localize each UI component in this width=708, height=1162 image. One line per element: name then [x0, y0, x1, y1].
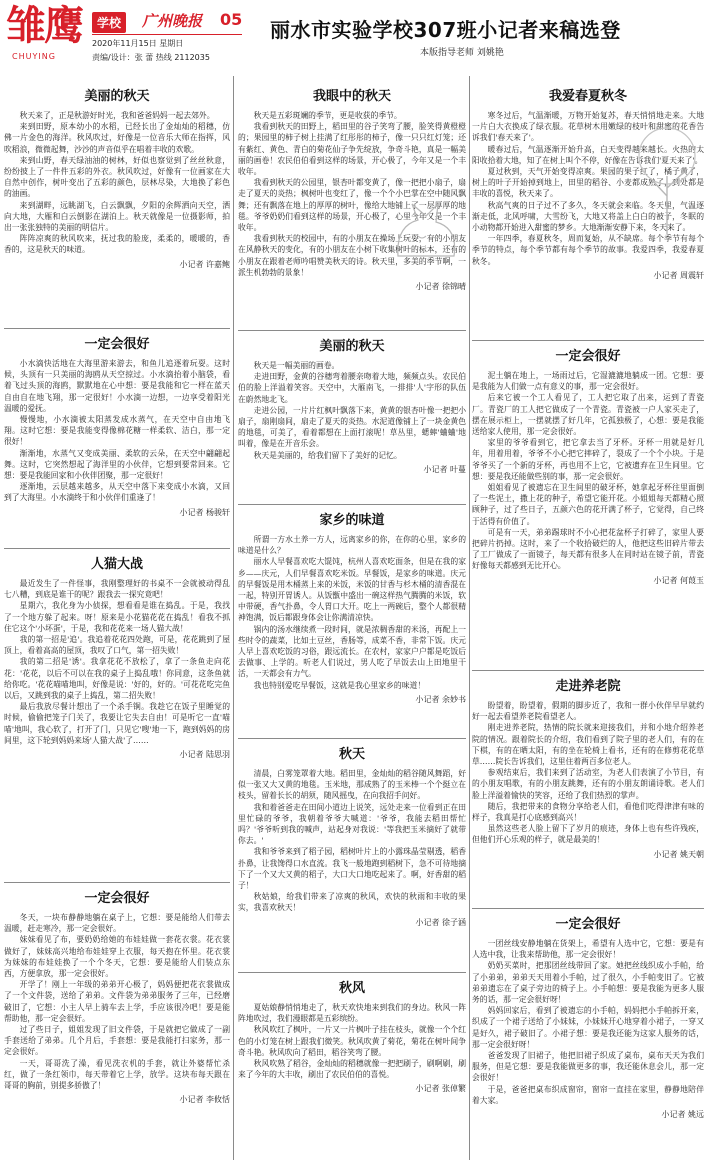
- article: [238, 742, 466, 929]
- article-paragraph: 一年四季，春夏秋冬，周而复始，从不缺席。每个季节有每个季节的特点，每个季节都有每个季节的故事。我爱四季，我爱春夏秋冬。: [472, 234, 704, 266]
- article-paragraph: 所谓一方水土养一方人，远离家乡的你，在你的心里，家乡的味道是什么？: [238, 535, 466, 556]
- article-paragraph: 开学了！刚上一年级的弟弟开心极了，妈妈便把花衣裳做成了一个文件袋，送给了弟弟。文件袋为弟弟服务了三年，已经磨破旧了，它想：小主人早上骑车去上学，手应该很冷吧！要是能帮助他，那一定会很好。: [4, 980, 230, 1023]
- article-divider: [238, 738, 466, 739]
- article-paragraph: 来到田野，原本幼小的水稻，已经长出了金灿灿的稻穗，仿佛一片金色的海洋。秋风吹过，好像是一位音乐大师在指挥，风吹稻浪，微微起舞，沙沙的声音似乎在唱着丰收的欢歌。: [4, 122, 230, 154]
- article-paragraph: 秋天是一幅美丽的画卷。: [253, 361, 340, 370]
- article-paragraph: 我看到秋天的田野上，稻田里的谷子笑弯了腰，脸笑得黄橙橙的；果园里的柿子树上挂满了红彤彤的柿子，像一只只红灯笼；还有紫红、黄色、青白的菊花仙子争先绽放，争奇斗艳，真是一幅美丽的画卷！农民伯伯看到这样的场景，开心极了，今年又是一个丰收年。: [238, 122, 466, 177]
- article-title: 秋风: [338, 981, 365, 996]
- article-paragraph: 可是有一天，弟弟踢球时不小心把花盆杯子打碎了，家里人要把碎片扔掉。这时，来了一个收拾破烂的人，他把这些旧碎片带去了工厂做成了一面镜子，每天都有很多人在同时站在镜子前，青瓷好像每天都感到无比开心。: [472, 527, 704, 571]
- column-right: [472, 76, 704, 1160]
- article-body: [238, 360, 466, 461]
- article-paragraph: 冬天，一块布静静地躺在桌子上，它想：要是能给人们带去温暖，赶走寒冷，那一定会很好。: [4, 913, 230, 934]
- article-paragraph: 慢慢地，小水滴被太阳蒸发成水蒸气，在天空中自由地飞翔。这时它想：要是我能变得像棉花糖一样柔软、洁白，那一定很好！: [4, 415, 230, 447]
- article-paragraph: 刚走进养老院，热情的院长就来迎接我们，并和小地介绍养老院的情况。跟着院长的介绍，我们看到了院子里的老人们，有的在下棋，有的在晒太阳，有的坐在轮椅上看书，还有的在修剪花花草草……院长告诉我们，这里住着两百多位老人。: [472, 723, 704, 767]
- article-paragraph: 奶奶买菜时，把那团丝线带回了家。她把丝线织成小手帕，给了小弟弟，弟弟天天用着小手帕，过了很久，小手帕变旧了。它被弟弟遗忘在了桌子旁边的椅子上。小手帕想：要是我能为更多人服务的话，那一定会很好呀！: [472, 961, 704, 1005]
- tree-sketch: [632, 116, 702, 236]
- article-title: 家乡的味道: [319, 513, 385, 528]
- article-title: 一定会很好: [84, 337, 150, 352]
- article-paragraph: 过了些日子，姐姐发现了旧文件袋，于是就把它做成了一副手套送给了弟弟。几个月后，手套想：要是我能打扫家务，那一定会很好。: [4, 1025, 230, 1057]
- article-paragraph: 我的第一招是'追'。我追着花花四处跑，可是，花花跳到了屋顶上，看着高高的屋顶，我叹了口气，第一招失败！: [4, 635, 230, 656]
- article-byline: 小记者 李攸恬: [179, 1095, 230, 1105]
- article-paragraph: 盼望着，盼望着，假期的脚步近了，我和一群小伙伴早早就约好一起去看望养老院看望老人。: [472, 701, 704, 722]
- article-byline: 小记者 余妙书: [415, 694, 466, 704]
- article-divider: [238, 330, 466, 331]
- article-paragraph: 来到湖畔，远眺湖飞，白云飘飘，夕阳的余辉洒向天空，洒向大地，大雁和白云倒影在湖泊上。秋天就像是一位摄影师，拍出一张张独特的美丽的明信片。: [4, 200, 230, 233]
- article-byline: 小记者 徐子涵: [415, 917, 466, 927]
- column-middle: [238, 76, 466, 1160]
- article-paragraph: 星期六，我化身为小侦探，想看看是谁在捣乱。于是，我找了一个地方躲了起来。呀！原来是小花猫花花在捣乱！看我不抓住它这个'小坏蛋'，于是，我和花花来一场人猫大战！: [4, 601, 230, 633]
- article-paragraph: 妹妹看见了布，要奶奶给她的布娃娃做一套花衣裳。花衣裳做好了，妹妹高兴地给布娃娃穿上衣服，每天抱在怀里。花衣裳为妹妹的布娃娃换了一个个冬天，它想：要是能给人们装点东西，方便拿放，那一定会很好。: [4, 935, 230, 979]
- article-paragraph: 秋风吹熟了稻谷，金灿灿的稻穗就像一把把刷子，刷啊刷，刷来了今年的大丰收，刷出了农民伯伯的喜悦。: [238, 1059, 466, 1080]
- article-body: [472, 938, 704, 1106]
- column-divider: [469, 76, 470, 1160]
- article-title: 美丽的秋天: [319, 339, 385, 354]
- article-paragraph: 我的第二招是'诱'。我拿花花不放松了，拿了一条鱼走向花花：'花花，以后不可以在我的桌子上捣乱哦！你同意，这条鱼就给你吃。'花花喵喵地叫，好像是说：'好的，好的。'可花花吃完鱼以后，又跳到我的桌子上捣乱，第二招失败！: [4, 657, 230, 701]
- article-paragraph: 姐姐看见了被遗忘在卫生间里的破牙杯，她拿起牙杯往里面倒了一些泥土，撒上花的种子，希望它能开花。小姐姐每天都精心照顾种子，过了些日子，五颜六色的花开满了杯子，它觉得，自己终于活得有价值了。: [472, 483, 704, 526]
- article-paragraph: 我和爷爷来到了稻子园，稻树叶片上的小露珠晶莹剔透，稻香扑鼻，让我馋得口水直流。我飞一般地跑到稻树下，急不可待地摘下了一个又大又黄的稻子，大口大口地吃起来了。啊，好香甜的稻子！: [238, 847, 466, 891]
- article-divider: [4, 328, 230, 329]
- article-paragraph: 家里的爷爷看到它，把它拿去当了牙杯。牙杯一用就是好几年，用着用着，爷爷不小心把它摔碎了，裂成了一个个小块。于是爷爷买了一个新的牙杯，再也用不上它，它被遗弃在卫生间里。它想：要是我还能做些别的事，那一定会很好。: [472, 438, 704, 481]
- article-paragraph: 走进公园，一片片红枫叶飘落下来，黄黄的银杏叶像一把把小扇子，扇刚扇间，扇走了夏天的炎热。水泥道像铺上了一块金黄色的地毯，可美了，看着都想在上面打滚呢！草丛里，蟋蟀'蛐蛐'地叫着，像是在开音乐会。: [238, 405, 466, 449]
- article-paragraph: 泥土躺在地上，一场雨过后，它湿漉漉地躺成一团。它想：要是我能为人们做一点有意义的事，那一定会很好。: [472, 371, 704, 392]
- article-paragraph: 秋姑娘，给我们带来了凉爽的秋风，欢快的秋雨和丰收的果实，我喜欢秋天！: [238, 892, 466, 913]
- article-body: [238, 1002, 466, 1080]
- article: [238, 976, 466, 1095]
- article-title: 我眼中的秋天: [312, 89, 391, 104]
- article-paragraph: 参观结束后，我们来到了活动室，为老人们表演了小节目，有的小朋友唱歌，有的小朋友跳舞，还有的小朋友朗诵诗歌。老人们脸上洋溢着愉快的笑容，还给了我们热烈的掌声。: [472, 768, 704, 800]
- article: [4, 84, 230, 271]
- article-paragraph: 阵阵凉爽的秋风吹来，抚过我的脸庞，柔柔的，暖暖的，香香的，这是秋天的味道。: [4, 234, 230, 255]
- article-divider: [472, 908, 704, 909]
- article-divider: [238, 504, 466, 505]
- article-byline: 小记者 姚天朝: [653, 849, 704, 859]
- article: [472, 912, 704, 1121]
- article: [238, 508, 466, 706]
- article-paragraph: 随后，我把带来的食物分享给老人们，看他们吃得津津有味的样子，我真是打心底感到高兴！: [472, 801, 704, 823]
- article: [238, 334, 466, 476]
- article-paragraph: 后来它被一个工人看见了，工人把它取了出来，运到了青瓷厂。青瓷厂的工人把它做成了一个青瓷。青瓷被一户人家买走了，摆在展示柜上，一摆就摆了好几年，它孤独极了，心想：要是我能送给家人使用，那一定会很好。: [472, 393, 704, 437]
- article-title: 一定会很好: [555, 917, 621, 932]
- article-paragraph: 走进田野，金黄的谷穗弯着腰亲吻着大地，频频点头。农民伯伯的脸上洋溢着笑容。天空中，大雁南飞，一排排'人'字形的队伍在蔚然地北飞。: [238, 372, 466, 404]
- article-paragraph: 逐渐地，云层越来越多，从天空中落下来变成小水滴，又回到了大海里。小水滴终于和小伙伴们重逢了！: [4, 482, 230, 503]
- article-byline: 小记者 张倬繁: [415, 1084, 466, 1094]
- advisor-credit: 本版指导老师 刘姚艳: [420, 48, 504, 58]
- page-headline: 丽水市实验学校307班小记者来稿选登: [270, 18, 621, 42]
- article-divider: [4, 882, 230, 883]
- paper-name: 广州晚报: [142, 12, 203, 30]
- article-body: [4, 110, 230, 256]
- article-title: 我爱春夏秋冬: [548, 89, 627, 104]
- article-title: 走进养老院: [555, 679, 621, 694]
- article-paragraph: 最后我放尽餐计想出了一个杀手锏。我趁它在饭子里睡觉的时候，偷偷把笼子门关了，我要让它失去自由！可是听它一直'喵喵'地叫，我心软了，打开了门，只见它'嗖'地一下，跑到妈妈的房间里，这下轮到妈妈来场'人猫大战'了……: [4, 702, 230, 745]
- article-byline: 小记者 姚远: [661, 1110, 704, 1120]
- article-byline: 小记者 周震轩: [653, 270, 704, 280]
- article-title: 一定会很好: [84, 891, 150, 906]
- editor-credit: 责编/设计：张 蕾 热线 2112035: [92, 53, 210, 62]
- masthead: [0, 0, 708, 72]
- article-paragraph: 一团丝线安静地躺在货架上，希望有人选中它，它想：要是有人选中我，让我来帮助他，那一定会很好！: [472, 939, 704, 960]
- article-paragraph: 清晨，白雾笼罩着大地。稻田里，金灿灿的稻谷随风舞蹈，好似一张又大又黄的地毯。玉米地，那成熟了的玉米棒一个个挺立在枝头，留着长长的胡须，随风摇曳，在向我招手问好。: [238, 769, 466, 801]
- article-paragraph: 虽然这些老人脸上留下了岁月的痕迹，身体上也有些许残疾，但他们开心乐观的样子，就是最美的！: [472, 824, 704, 845]
- article: [4, 552, 230, 761]
- column-left: [4, 76, 230, 1160]
- column-divider: [233, 76, 234, 1160]
- article-paragraph: 我和着爸爸走在田间小道边上说笑，远处走来一位看到正在田里忙碌的爷爷，我朝着爷爷大喊道：'爷爷，我能去稻田帮忙吗？'爷爷听到我的喊声，站起身对我说：'等我把玉米摘好了就带你去。': [238, 802, 466, 846]
- article-body: [238, 534, 466, 691]
- article-paragraph: 夏过秋到，天气开始变得凉爽。果园的果子红了，橘子黄了，树上的叶子开始掉到地上，田里的稻谷、小麦都成熟了，到处都是丰收的喜悦，秋天来了。: [472, 167, 704, 199]
- article-paragraph: 夏姑娘静悄悄地走了，秋天欢快地来到我们的身边。秋风一阵阵地吹过，我们漫眼都是五彩缤纷。: [238, 1003, 466, 1024]
- article-body: [472, 700, 704, 846]
- article-paragraph: 丽水人早餐喜欢吃大馄饨，杭州人喜欢吃面条，但是在我的家乡——庆元，人们早餐喜欢吃米饭。早餐饭，是家乡的味道。庆元的早餐饭是用木桶蒸上来的米饭，米饭的甘香与杉木桶的清香混在一起，特别开胃诱人。从饭甑中盛出一碗这样热气腾腾的米饭，软中带硬，香气扑鼻，令人胃口大开。吃上一两碗后，整个人都很精神饱满，饭后都跟身体会让你满清凉快。: [238, 557, 466, 623]
- article-title: 美丽的秋天: [84, 89, 150, 104]
- article: [4, 332, 230, 519]
- article: [472, 674, 704, 861]
- issue-date: 2020年11月15日 星期日: [92, 39, 184, 48]
- article-paragraph: 秋风吹红了枫叶，一片又一片枫叶子挂在枝头，就像一个个红色的小灯笼在树上跟我们微笑。秋风吹黄了菊花，菊花在树叶间争奇斗艳。秋风吹向了稻田，稻谷笑弯了腰。: [238, 1025, 466, 1057]
- article-paragraph: 我看到秋天的校园中，有的小朋友在操场上玩耍，有的小朋友在风静秋天的变化，有的小朋友在小树下收集树叶的标本，还有的小朋友在跟着老师吟唱赞美秋天的诗。秋天里，多美的季节啊，一派生机勃勃的景象！: [238, 234, 466, 277]
- article-paragraph: 秋天来了，正是秋游好时光，我和爸爸妈妈一起去郊外。: [19, 111, 215, 120]
- article-paragraph: 爸爸发现了旧裙子，他把旧裙子织成了桌布，桌布天天为我们服务，但是它想：要是我能做更多的事，我还能休息会儿，那一定会很好！: [472, 1051, 704, 1083]
- logo-latin: CHUYING: [12, 52, 56, 61]
- article-byline: 小记者 陆思羽: [179, 750, 230, 760]
- article: [4, 886, 230, 1106]
- article-byline: 小记者 徐锦晴: [415, 282, 466, 292]
- article-body: [472, 370, 704, 572]
- article-paragraph: 我也特别爱吃早餐饭，这就是我心里家乡的味道！: [253, 680, 426, 690]
- article-paragraph: 寒冬过后，气温渐暖，万物开始复苏，春天悄悄地走来。大地一片白大衣换成了绿衣服。花草树木用嫩绿的枝叶和甜蜜的花香告诉我们'春天来了'。: [472, 111, 704, 143]
- article-paragraph: 来到山野，春天绿油油的树林，好似也察觉到了丝丝秋意，纷纷披上了一件件五彩的外衣。秋风吹过，好像有一位画家在大自然中创作，树叶变出了五彩的颜色，层林尽染，大地换了彩色的油画。: [4, 155, 230, 199]
- logo: 雏鹰: [6, 2, 82, 49]
- article-divider: [472, 340, 704, 341]
- article-byline: 小记者 许嘉鲍: [179, 259, 230, 269]
- article-divider: [238, 972, 466, 973]
- article-byline: 小记者 何葭玉: [653, 575, 704, 585]
- article-body: [4, 912, 230, 1091]
- article-paragraph: 渐渐地，水蒸气又变成美丽、柔软的云朵，在天空中翩翩起舞。这时，它突然想起了海洋里的小伙伴，它想到要常回来。它想：要是我能回家和小伙伴团聚，那一定很好！: [4, 448, 230, 481]
- article-title: 一定会很好: [555, 349, 621, 364]
- article-title: 秋天: [338, 747, 365, 762]
- masthead-divider: [92, 34, 242, 35]
- article-paragraph: 秋天是五彩斑斓的季节，更是收获的季节。: [253, 111, 402, 120]
- article-body: [238, 768, 466, 914]
- article-paragraph: 小水滴快活地在大海里游来游去，和鱼儿追逐着玩耍。这时候，头顶有一只美丽的海鸥从天空掠过。小水滴抬着小脑袋，看着飞过头顶的海鸥，默默地在心中想：要是我能和它一样在蓝天自由自在地飞翔，那一定很好！小水滴一边想，一边享受着阳光温暖的爱抚。: [4, 359, 230, 413]
- article-paragraph: 锅内的汤水继续煮一段时间，就是浓稠香甜的米汤，再配上一些时令的蔬菜，比如土豆丝，香肠等，成菜不香，非常下饭。庆元人早上喜欢吃饭的习俗，跟远流长。在农村，家家户户都是吃饭后去做事、上学的。听老人们说过，男人吃了早饭去山上田地里干活，一天都会有力气。: [238, 624, 466, 679]
- section-badge: 学校: [92, 12, 126, 33]
- article-byline: 小记者 杨骏轩: [179, 507, 230, 517]
- article-divider: [472, 670, 704, 671]
- article-body: [4, 358, 230, 504]
- article-paragraph: 最近发生了一件怪事，我刚整理好的书桌不一会就被动得乱七八糟，到底是谁干的呢？跟我去一探究竟吧！: [4, 579, 230, 600]
- article-paragraph: 我看到秋天的公园里，银杏叶都变黄了，像一把把小扇子，扇走了夏天的炎热；枫树叶也变红了，像一个个小巴掌在空中随风飘舞；还有飘落在地上的厚厚的树叶，像给大地铺上了一层厚厚的地毯。爷爷奶奶们看到这样的场景，开心极了，心里今年又是一个丰收年。: [238, 178, 466, 233]
- article-divider: [4, 548, 230, 549]
- article-body: [4, 578, 230, 746]
- article-paragraph: 秋高气爽的日子过不了多久，冬天就会来临。冬天里，气温逐渐走低，北风呼啸，大雪纷飞，大地又将盖上白白的被子，冬眠的小动物都开始进入甜蜜的梦乡。大地渐渐安静下来，冬天来了。: [472, 200, 704, 233]
- article-title: 人猫大战: [90, 557, 143, 572]
- page-number: 05: [220, 10, 243, 29]
- article-byline: 小记者 叶蔓: [423, 464, 466, 474]
- article-paragraph: 于是，爸爸把桌布织成窗帘，窗帘一直挂在家里，静静地陪伴着大家。: [472, 1084, 704, 1105]
- article-paragraph: 暖春过后，气温逐渐开始升高，白天变得越来越长。火热的太阳收拾着大地，知了在树上叫个不停，好像在告诉我们'夏天来了'。: [472, 144, 704, 165]
- article-paragraph: 一天，哥哥洗了澡，看见洗衣机的手套，就让外婆帮忙杀红，做了一条红领巾，每天带着它上学，放学。这块布每天跟在哥哥的胸前，别提多骄傲了！: [4, 1058, 230, 1091]
- article-paragraph: 妈妈回家后，看到了被遗忘的小手帕，妈妈把小手帕拆开来，织成了一个裙子送给了小妹妹，小妹妹开心地穿着小裙子，一穿又是好久，裙子破旧了。小裙子想：要是我还能为这家人服务的话，那一定会很好呀！: [472, 1006, 704, 1049]
- article-paragraph: 秋天是美丽的，给我们留下了美好的记忆。: [253, 450, 402, 460]
- article: [472, 344, 704, 587]
- cat-sketch: [388, 196, 464, 266]
